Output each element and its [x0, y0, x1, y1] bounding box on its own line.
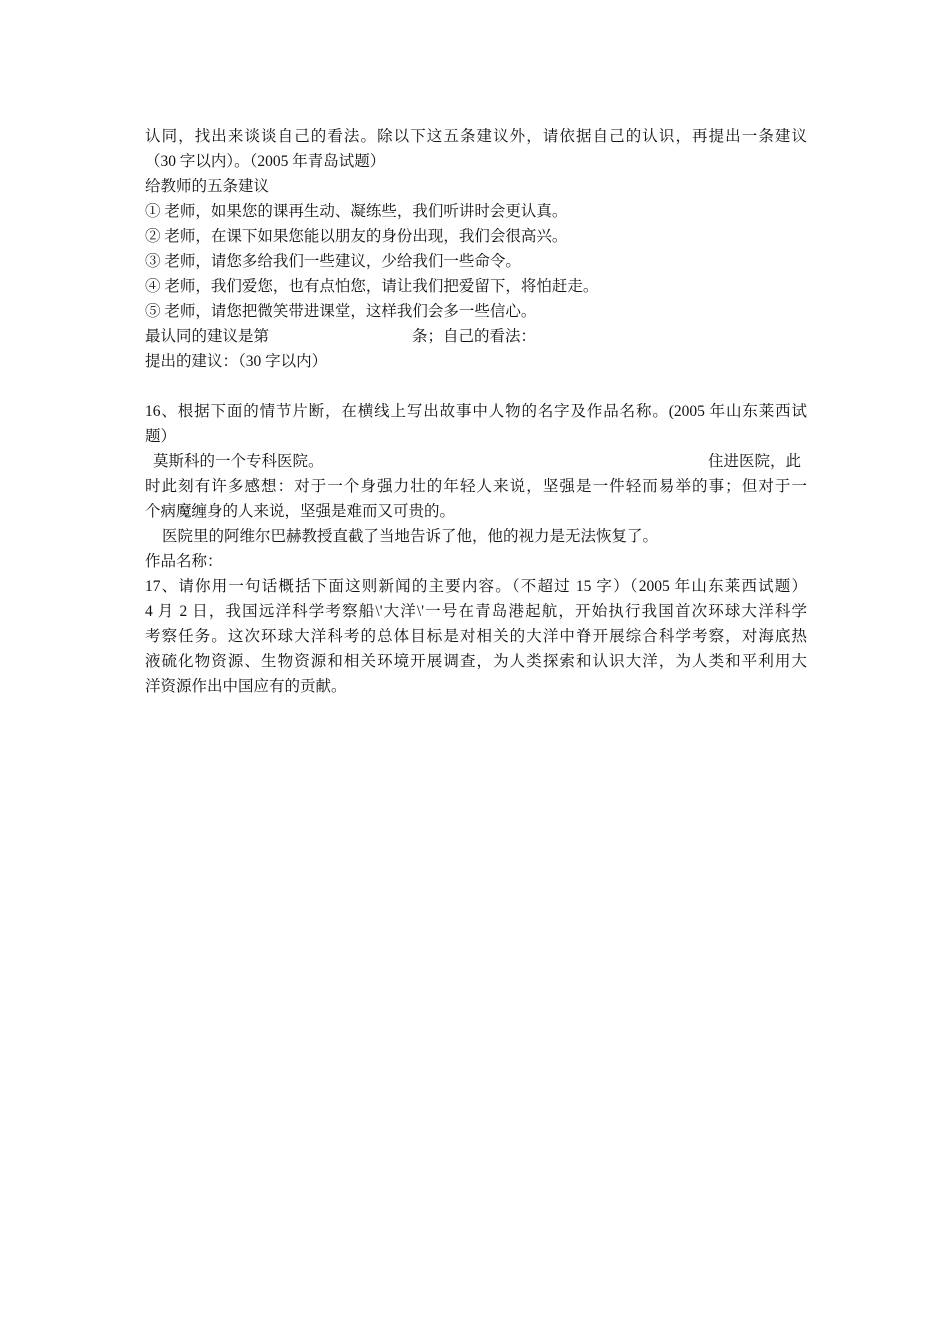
q16-story-line-3: 个病魔缠身的人来说，坚强是难而又可贵的。	[145, 503, 456, 520]
q15-heading: 给教师的五条建议	[145, 178, 270, 195]
q17-prompt: 17、请你用一句话概括下面这则新闻的主要内容。（不超过 15 字）（2005 年山东莱西试题）	[145, 578, 807, 595]
q15-answer-prefix: 最认同的建议是第	[145, 328, 270, 345]
q17-news-line-3: 液硫化物资源、生物资源和相关环境开展调查，为人类探索和认识大洋，为人类和平利用大	[145, 653, 807, 670]
q17-news-line-1: 4 月 2 日，我国远洋科学考察船\'大洋\'一号在青岛港起航，开始执行我国首次环球大洋科学	[145, 603, 807, 620]
q16-prompt-line-1: 16、根据下面的情节片断，在横线上写出故事中人物的名字及作品名称。(2005 年山东莱西试	[145, 403, 807, 420]
q15-suggestion-5: ⑤ 老师，请您把微笑带进课堂，这样我们会多一些信心。	[145, 303, 537, 320]
q15-proposal: 提出的建议：（30 字以内）	[145, 353, 328, 370]
q16-story-line-2: 时此刻有许多感想：对于一个身强力壮的年轻人来说，坚强是一件轻而易举的事；但对于一	[145, 478, 807, 495]
q15-suggestion-1: ① 老师，如果您的课再生动、凝练些，我们听讲时会更认真。	[145, 203, 568, 220]
q16-story-mid: 住进医院，此	[708, 453, 802, 470]
q16-story-start: 莫斯科的一个专科医院。	[153, 453, 324, 470]
q17-news-line-4: 洋资源作出中国应有的贡献。	[145, 678, 347, 695]
q15-prompt-line-1: 认同，找出来谈谈自己的看法。除以下这五条建议外，请依据自己的认识，再提出一条建议	[145, 128, 807, 145]
q16-story-line-4: 医院里的阿维尔巴赫教授直截了当地告诉了他，他的视力是无法恢复了。	[162, 528, 659, 545]
q16-prompt-line-2: 题）	[145, 428, 177, 445]
q15-prompt-line-2: （30 字以内）。（2005 年青岛试题）	[145, 153, 386, 170]
q17-news-line-2: 考察任务。这次环球大洋科考的总体目标是对相关的大洋中脊开展综合科学考察，对海底热	[145, 628, 807, 645]
q15-suggestion-4: ④ 老师，我们爱您，也有点怕您，请让我们把爱留下，将怕赶走。	[145, 278, 599, 295]
q16-work-label: 作品名称：	[145, 553, 223, 570]
q15-answer-suffix: 条；自己的看法：	[412, 328, 537, 345]
q15-suggestion-3: ③ 老师，请您多给我们一些建议，少给我们一些命令。	[145, 253, 521, 270]
q15-suggestion-2: ② 老师，在课下如果您能以朋友的身份出现，我们会很高兴。	[145, 228, 568, 245]
